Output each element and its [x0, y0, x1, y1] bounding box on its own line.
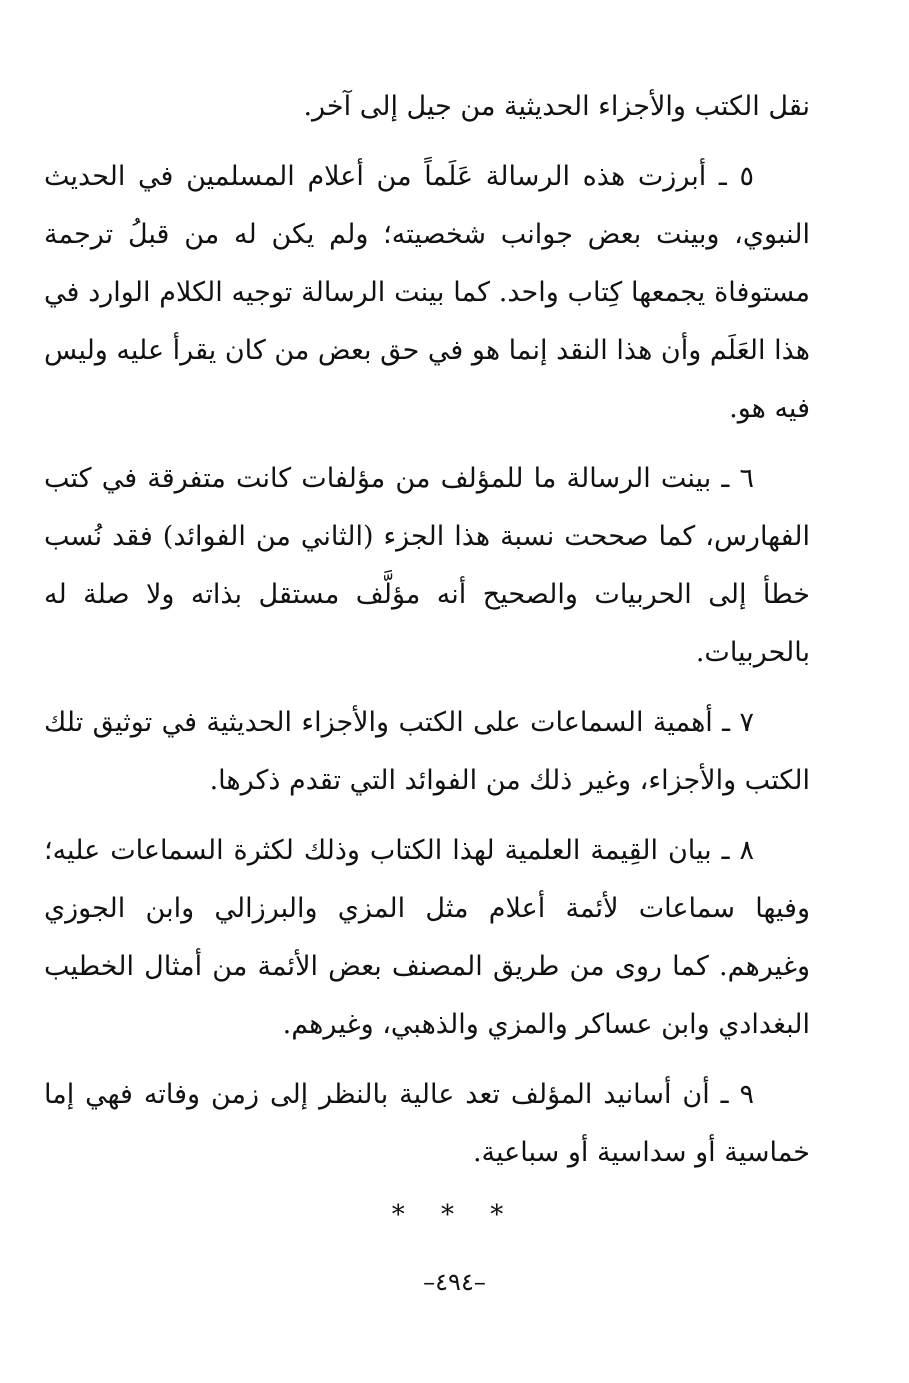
- section-ornament: * * *: [391, 1200, 518, 1230]
- paragraph-point-7: ٧ ـ أهمية السماعات على الكتب والأجزاء الحديثية في توثيق تلك الكتب والأجزاء، وغير ذلك من الفوائد التي تقدم ذكرها.: [44, 707, 810, 796]
- paragraph-point-6: ٦ ـ بينت الرسالة ما للمؤلف من مؤلفات كانت متفرقة في كتب الفهارس، كما صححت نسبة هذا الجزء (الثاني من الفوائد) فقد نُسب خطأ إلى الحربيات والصحيح أنه مؤلَّف مستقل بذاته ولا صلة له بالحربيات.: [44, 463, 810, 668]
- page-number: –٤٩٤–: [423, 1268, 486, 1296]
- page-body: [44, 78, 810, 1194]
- paragraph-continuation: نقل الكتب والأجزاء الحديثية من جيل إلى آخر.: [303, 91, 810, 122]
- paragraph-point-8: ٨ ـ بيان القِيمة العلمية لهذا الكتاب وذلك لكثرة السماعات عليه؛ وفيها سماعات لأئمة أعلام مثل المزي والبرزالي وابن الجوزي وغيرهم. كما روى من طريق المصنف بعض الأئمة من أمثال الخطيب البغدادي وابن عساكر والمزي والذهبي، وغيرهم.: [44, 835, 810, 1040]
- paragraph-point-9: ٩ ـ أن أسانيد المؤلف تعد عالية بالنظر إلى زمن وفاته فهي إما خماسية أو سداسية أو سباعية.: [44, 1079, 810, 1168]
- paragraph-point-5: ٥ ـ أبرزت هذه الرسالة عَلَماً من أعلام المسلمين في الحديث النبوي، وبينت بعض جوانب شخصيته؛ ولم يكن له من قبلُ ترجمة مستوفاة يجمعها كِتاب واحد. كما بينت الرسالة توجيه الكلام الوارد في هذا العَلَم وأن هذا النقد إنما هو في حق بعض من كان يقرأ عليه وليس فيه هو.: [44, 161, 810, 424]
